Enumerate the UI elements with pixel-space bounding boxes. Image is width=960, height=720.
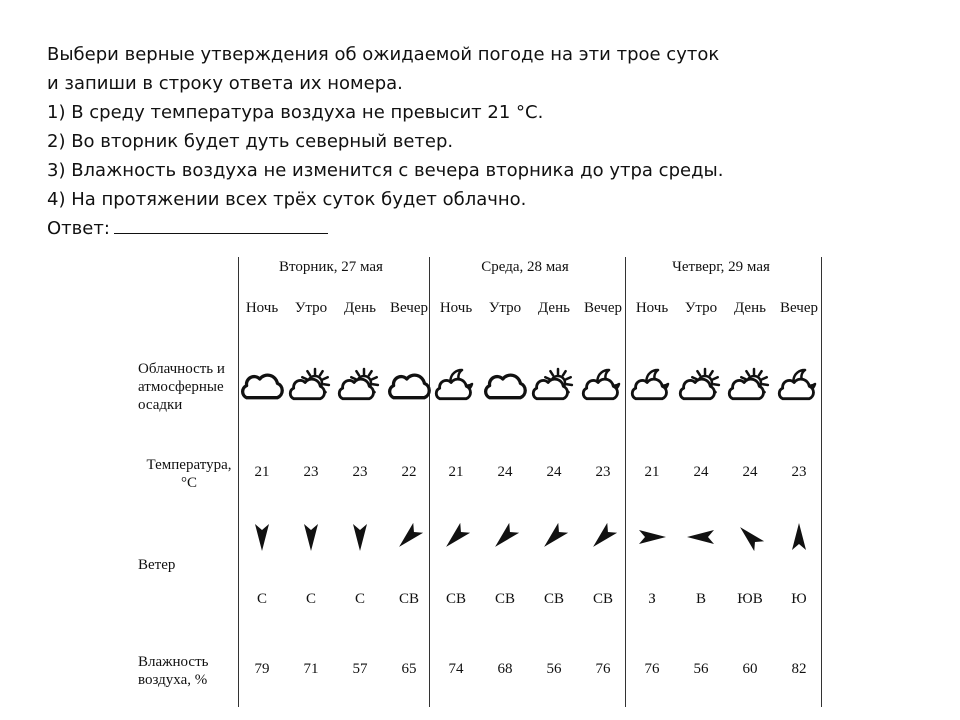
moon-cloud-icon: [432, 368, 480, 408]
period-label: День: [734, 300, 766, 316]
table-divider: [625, 257, 626, 707]
wind-direction: З: [648, 591, 656, 607]
temperature-value: 23: [303, 464, 319, 480]
sun-behind-cloud-icon: [530, 368, 578, 408]
temperature-value: 24: [742, 464, 758, 480]
wind-arrow-icon: [287, 522, 335, 562]
temperature-value: 23: [791, 464, 807, 480]
humidity-value: 76: [595, 661, 611, 677]
task-line: 4) На протяжении всех трёх суток будет облачно.: [47, 189, 527, 210]
table-divider: [429, 257, 430, 707]
wind-direction: В: [695, 591, 706, 607]
wind-direction: СВ: [543, 591, 564, 607]
humidity-value: 74: [448, 661, 464, 677]
wind-direction: ЮВ: [737, 591, 763, 607]
wind-direction: Ю: [791, 591, 807, 607]
day-title: Вторник, 27 мая: [279, 259, 383, 275]
answer-blank[interactable]: [114, 215, 328, 234]
wind-direction: С: [354, 591, 365, 607]
moon-cloud-icon: [775, 368, 823, 408]
wind-direction: СВ: [592, 591, 613, 607]
period-label: Утро: [294, 300, 328, 316]
row-label-clouds: Облачность и атмосферные осадки: [138, 361, 225, 413]
period-label: Ночь: [635, 300, 669, 316]
cloud-icon: [238, 368, 286, 408]
humidity-value: 79: [254, 661, 270, 677]
humidity-value: 68: [497, 661, 513, 677]
wind-direction: С: [256, 591, 267, 607]
cloud-icon: [481, 368, 529, 408]
task-line: 1) В среду температура воздуха не превысит 21 °С.: [47, 102, 544, 123]
humidity-value: 82: [791, 661, 807, 677]
row-label-temperature: Температура, °С: [146, 457, 232, 491]
humidity-value: 56: [546, 661, 562, 677]
moon-cloud-icon: [628, 368, 676, 408]
task-line: и запиши в строку ответа их номера.: [47, 73, 403, 94]
humidity-value: 57: [352, 661, 368, 677]
wind-direction: СВ: [494, 591, 515, 607]
task-line: 2) Во вторник будет дуть северный ветер.: [47, 131, 454, 152]
wind-arrow-icon: [238, 522, 286, 562]
temperature-value: 24: [693, 464, 709, 480]
sun-behind-cloud-icon: [677, 368, 725, 408]
wind-arrow-icon: [677, 522, 725, 562]
wind-direction: СВ: [445, 591, 466, 607]
period-label: Вечер: [584, 300, 622, 316]
wind-direction: С: [305, 591, 316, 607]
wind-arrow-icon: [726, 522, 774, 562]
cloud-icon: [385, 368, 433, 408]
period-label: Ночь: [439, 300, 473, 316]
wind-arrow-icon: [385, 522, 433, 562]
humidity-value: 76: [644, 661, 660, 677]
day-title: Среда, 28 мая: [481, 259, 569, 275]
answer-label: Ответ:: [47, 218, 110, 239]
row-label-humidity: Влажность воздуха, %: [138, 654, 209, 688]
moon-cloud-icon: [579, 368, 627, 408]
period-label: Утро: [684, 300, 718, 316]
temperature-value: 23: [352, 464, 368, 480]
table-divider: [821, 257, 822, 707]
temperature-value: 21: [254, 464, 270, 480]
wind-arrow-icon: [530, 522, 578, 562]
humidity-value: 71: [303, 661, 319, 677]
row-label-wind: Ветер: [138, 557, 176, 573]
sun-behind-cloud-icon: [287, 368, 335, 408]
sun-behind-cloud-icon: [726, 368, 774, 408]
period-label: Вечер: [780, 300, 818, 316]
wind-arrow-icon: [775, 522, 823, 562]
wind-arrow-icon: [336, 522, 384, 562]
period-label: Ночь: [245, 300, 279, 316]
task-line: Выбери верные утверждения об ожидаемой погоде на эти трое суток: [47, 44, 720, 65]
day-title: Четверг, 29 мая: [672, 259, 770, 275]
sun-behind-cloud-icon: [336, 368, 384, 408]
temperature-value: 24: [546, 464, 562, 480]
table-divider: [238, 257, 239, 707]
wind-direction: СВ: [398, 591, 419, 607]
humidity-value: 65: [401, 661, 417, 677]
temperature-value: 23: [595, 464, 611, 480]
humidity-value: 60: [742, 661, 758, 677]
period-label: День: [538, 300, 570, 316]
temperature-value: 21: [644, 464, 660, 480]
answer-line: [47, 214, 723, 243]
humidity-value: 56: [693, 661, 709, 677]
wind-arrow-icon: [579, 522, 627, 562]
temperature-value: 24: [497, 464, 513, 480]
task-text: [47, 40, 723, 243]
period-label: День: [344, 300, 376, 316]
wind-arrow-icon: [481, 522, 529, 562]
wind-arrow-icon: [628, 522, 676, 562]
temperature-value: 21: [448, 464, 464, 480]
task-line: 3) Влажность воздуха не изменится с вечера вторника до утра среды.: [47, 160, 724, 181]
wind-arrow-icon: [432, 522, 480, 562]
period-label: Вечер: [390, 300, 428, 316]
period-label: Утро: [488, 300, 522, 316]
temperature-value: 22: [401, 464, 417, 480]
